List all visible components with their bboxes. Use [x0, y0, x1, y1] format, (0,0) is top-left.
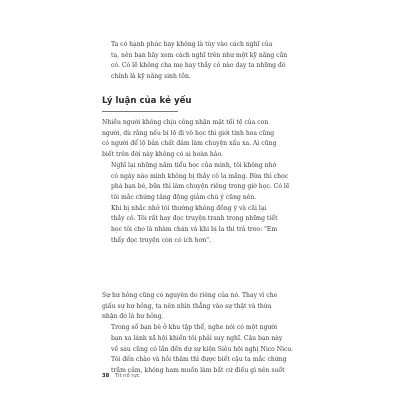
- text-line: Ta có hạnh phúc hay không là tùy vào cách nghĩ của: [111, 41, 273, 48]
- page-footer: [102, 373, 140, 379]
- text-line: nhận đó là hư hỏng.: [102, 313, 164, 321]
- running-title: Tít nổ rực: [114, 373, 140, 379]
- text-line: về sau cũng có lần đến dự sự kiện Siêu hội nghị Nico Nico.: [111, 345, 293, 353]
- text-line: Tôi đến chào và hỏi thăm thì được biết cậu ta mắc chứng: [111, 356, 287, 364]
- text-line: học tôi cho là nhàm chán và khi bị la thì trả treo: "Em: [111, 226, 278, 234]
- text-line: biết trên đời này không có ai hoàn hảo.: [102, 151, 223, 159]
- text-line: Nhiều người không chịu công nhận mặt tối tệ của con: [102, 119, 269, 126]
- text-line: ta, nên bạn hãy xem cách nghĩ trên như một kỹ năng cần: [111, 51, 288, 59]
- intro-paragraph: [102, 40, 342, 83]
- text-line: có ngày nào mình không bị thầy cô la mắng. Bừa thì chọc: [111, 172, 289, 180]
- paragraph: [102, 161, 342, 204]
- text-line: trầm cảm, không ham muốn làm bất cứ điều gì nên suốt: [111, 366, 285, 374]
- text-line: giấu sự hư hỏng, ta nên nhìn thẳng vào sự thật và thừa: [102, 302, 272, 310]
- text-line: Trong số bạn bè ở khu tập thể, nghe nói có một người: [111, 324, 278, 332]
- section-body: [102, 118, 342, 246]
- text-line: phá bạn bè, bữa thì làm chuyện riêng trong giờ học. Có lẽ: [111, 183, 290, 191]
- text-line: Khi bị nhắc nhở tôi thường không đồng ý và cãi lại: [111, 204, 267, 212]
- text-line: Sự hư hỏng cũng có nguyên do riêng của nó. Thay vì che: [102, 292, 278, 299]
- text-line: thấy đọc truyện còn có ích hơn".: [111, 236, 212, 244]
- page-number: 38: [102, 373, 110, 379]
- paragraph: [102, 118, 342, 161]
- text-line: Nghĩ lại những năm tiểu học của mình, tôi không nhớ: [111, 161, 277, 169]
- text-line: tôi mắc chứng tăng động giảm chú ý cũng nên.: [111, 193, 257, 201]
- paragraph: [102, 291, 342, 323]
- heading-underline: [102, 111, 178, 112]
- text-line: thầy cô. Tôi rất hay đọc truyện tranh trong những tiết: [111, 215, 278, 223]
- text-line: người, dù rằng nếu bị lộ đi vô học thì giới tính hoa cũng: [102, 129, 275, 137]
- paragraph: [102, 323, 342, 377]
- text-line: có. Có lẽ không cha mẹ hay thầy cô nào dạy ta những đó: [111, 62, 286, 70]
- section-heading: Lý luận của kẻ yếu: [102, 96, 192, 106]
- section-body-continued: [102, 291, 342, 377]
- paragraph: [102, 204, 342, 247]
- text-line: chính là kỹ năng sinh tồn.: [111, 73, 191, 81]
- text-line: bạn xa lánh xã hội khiến tôi phải suy nghĩ. Cậu bạn này: [111, 334, 283, 342]
- text-line: có người để lộ bản chất đảm làm chuyện xấu xa. Ai cũng: [102, 140, 277, 148]
